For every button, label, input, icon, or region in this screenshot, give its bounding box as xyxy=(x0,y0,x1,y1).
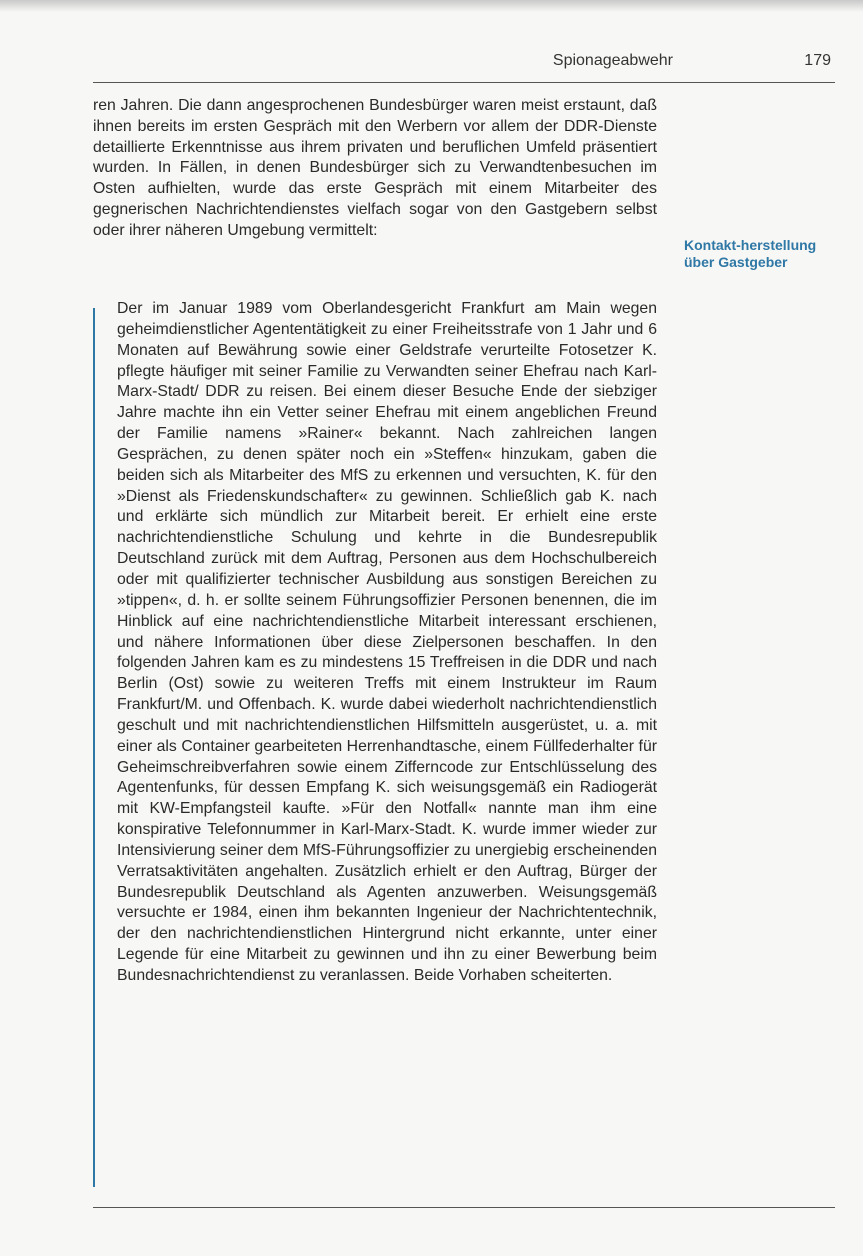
footer-rule xyxy=(93,1207,835,1208)
page-number: 179 xyxy=(804,52,831,69)
running-title: Spionageabwehr xyxy=(552,52,673,69)
margin-note: Kontakt-herstellung über Gastgeber xyxy=(684,237,817,270)
case-report-rule xyxy=(93,308,95,1187)
case-report-paragraph: Der im Januar 1989 vom Oberlandesgericht Frankfurt am Main wegen geheimdienstlicher Agententätigkeit zu einer Freiheitsstrafe von 1 Jahr und 6 Monaten auf Bewährung sowie einer Geldstrafe verurteilte Fotosetzer K. pflegte häufiger mit seiner Familie zu Verwandten seiner Ehefrau nach Karl-Marx-Stadt/ DDR zu reisen. Bei einem dieser Besuche Ende der siebziger Jahre machte ihn ein Vetter seiner Ehefrau mit einem angeblichen Freund der Familie namens »Rainer« bekannt. Nach zahlreichen langen Gesprächen, zu denen später noch ein »Steffen« hinzukam, gaben die beiden sich als Mitarbeiter des MfS zu erkennen und versuchten, K. für den »Dienst als Friedenskundschafter« zu gewinnen. Schließlich gab K. nach und erklärte sich mündlich zur Mitarbeit bereit. Er erhielt eine erste nachrichtendienstliche Schulung und kehrte in die Bundesrepublik Deutschland zurück mit dem Auftrag, Personen aus dem Hochschulbereich oder mit qualifizierter technischer Ausbildung aus sonstigen Bereichen zu »tippen«, d. h. er sollte seinem Führungsoffizier Personen benennen, die im Hinblick auf eine nachrichtendienstliche Mitarbeit interessant erschienen, und nähere Informationen über diese Zielpersonen beschaffen. In den folgenden Jahren kam es zu mindestens 15 Treffreisen in die DDR und nach Berlin (Ost) sowie zu weiteren Treffs mit einem Instrukteur im Raum Frankfurt/M. und Offenbach. K. wurde dabei wiederholt nachrichtendienstlich geschult und mit nachrichtendienstlichen Hilfsmitteln ausgerüstet, u. a. mit einer als Container gearbeiteten Herrenhandtasche, einem Füllfederhalter für Geheimschreibverfahren sowie einem Zifferncode zur Entschlüsselung des Agentenfunks, für dessen Empfang K. sich weisungsgemäß ein Radiogerät mit KW-Empfangsteil kaufte. »Für den Notfall« nannte man ihm eine konspirative Telefonnummer in Karl-Marx-Stadt. K. wurde immer wieder zur Intensivierung seiner dem MfS-Führungsoffizier zu unergiebig erscheinenden Verratsaktivitäten angehalten. Zusätzlich erhielt er den Auftrag, Bürger der Bundesrepublik Deutschland als Agenten anzuwerben. Weisungsgemäß versuchte er 1984, einen ihm bekannten Ingenieur der Nachrichtentechnik, der den nachrichtendienstlichen Hintergrund nicht erkannte, unter einer Legende für eine Mitarbeit zu gewinnen und ihn zu einer Bewerbung beim Bundesnachrichtendienst zu veranlassen. Beide Vorhaben scheiterten. xyxy=(117,300,657,984)
scan-top-shadow xyxy=(0,0,863,12)
page-header xyxy=(93,50,835,83)
body-paragraph: ren Jahren. Die dann angesprochenen Bundesbürger waren meist erstaunt, daß ihnen bereits im ersten Gespräch mit den Werbern vor allem der DDR-Dienste detaillierte Erkenntnisse aus ihrem privaten und beruflichen Umfeld präsentiert wurden. In Fällen, in denen Bundesbürger sich zu Verwandtenbesuchen im Osten aufhielten, wurde das erste Gespräch mit einem Mitarbeiter des gegnerischen Nachrichtendienstes vielfach sogar von den Gastgebern selbst oder ihrer näheren Umgebung vermittelt: xyxy=(93,97,657,239)
